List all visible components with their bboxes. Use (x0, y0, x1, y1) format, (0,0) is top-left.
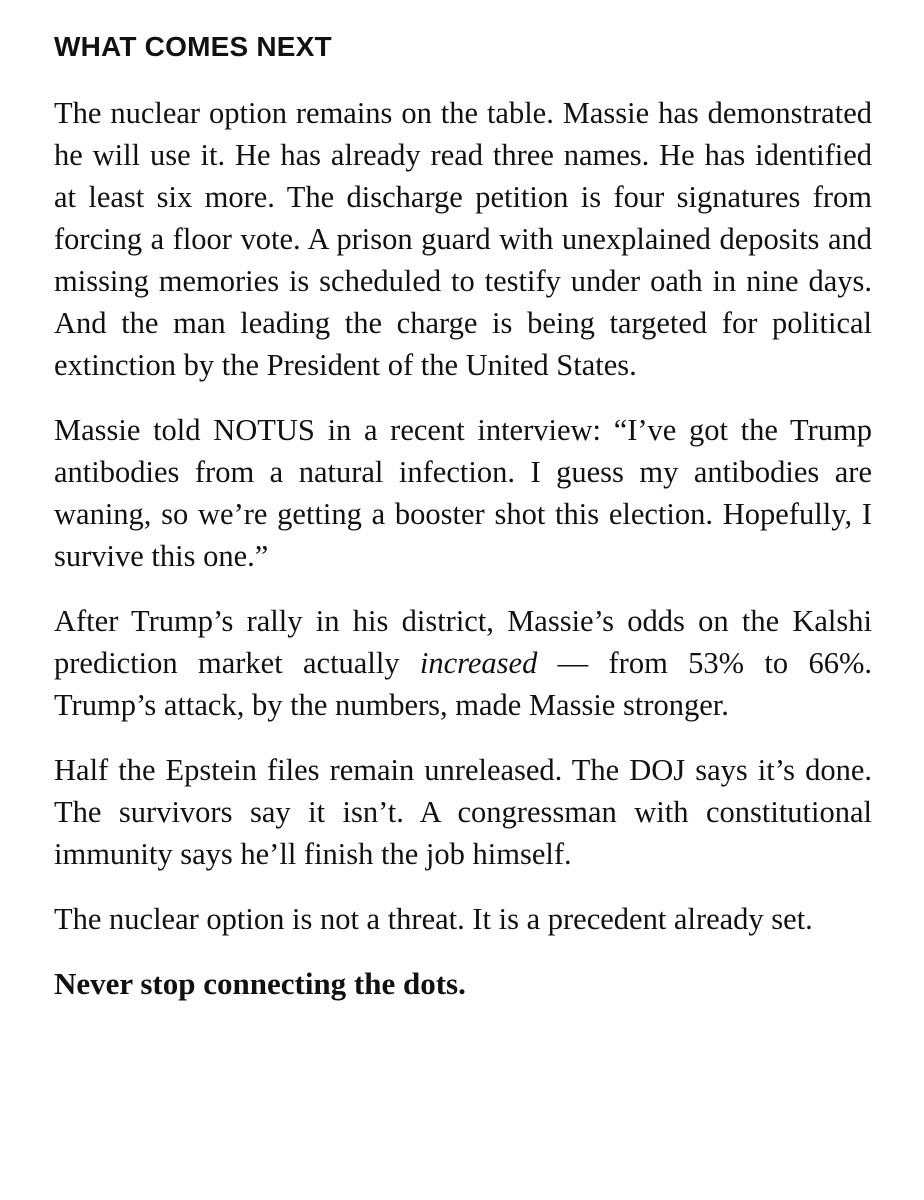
paragraph-nuclear-option: The nuclear option remains on the table. Massie has demonstrated he will use it. He has already read three names. He has identified at least six more. The discharge petition is four signatures from forcing a floor vote. A prison guard with unexplained deposits and missing memories is scheduled to testify under oath in nine days. And the man leading the charge is being targeted for political extinction by the President of the United States. (54, 96, 872, 382)
paragraph-precedent: The nuclear option is not a threat. It is a precedent already set. (54, 902, 813, 936)
paragraph-notus-quote: Massie told NOTUS in a recent interview: “I’ve got the Trump antibodies from a natural infection. I guess my antibodies are waning, so we’re getting a booster shot this election. Hopefully, I survive this one.” (54, 413, 872, 573)
section-heading: WHAT COMES NEXT (54, 31, 332, 62)
closing-line: Never stop connecting the dots. (54, 966, 466, 1001)
emphasized-increased: increased (419, 646, 538, 680)
paragraph-kalshi-odds (54, 600, 872, 726)
kalshi-text-after: — from 53% to 66%. Trump’s attack, by the numbers, made Massie stronger. (54, 646, 872, 722)
paragraph-epstein-files: Half the Epstein files remain unreleased. The DOJ says it’s done. The survivors say it isn’t. A congressman with constitutional immunity says he’ll finish the job himself. (54, 753, 872, 871)
kalshi-text-before: After Trump’s rally in his district, Massie’s odds on the Kalshi prediction market actually (54, 604, 872, 680)
